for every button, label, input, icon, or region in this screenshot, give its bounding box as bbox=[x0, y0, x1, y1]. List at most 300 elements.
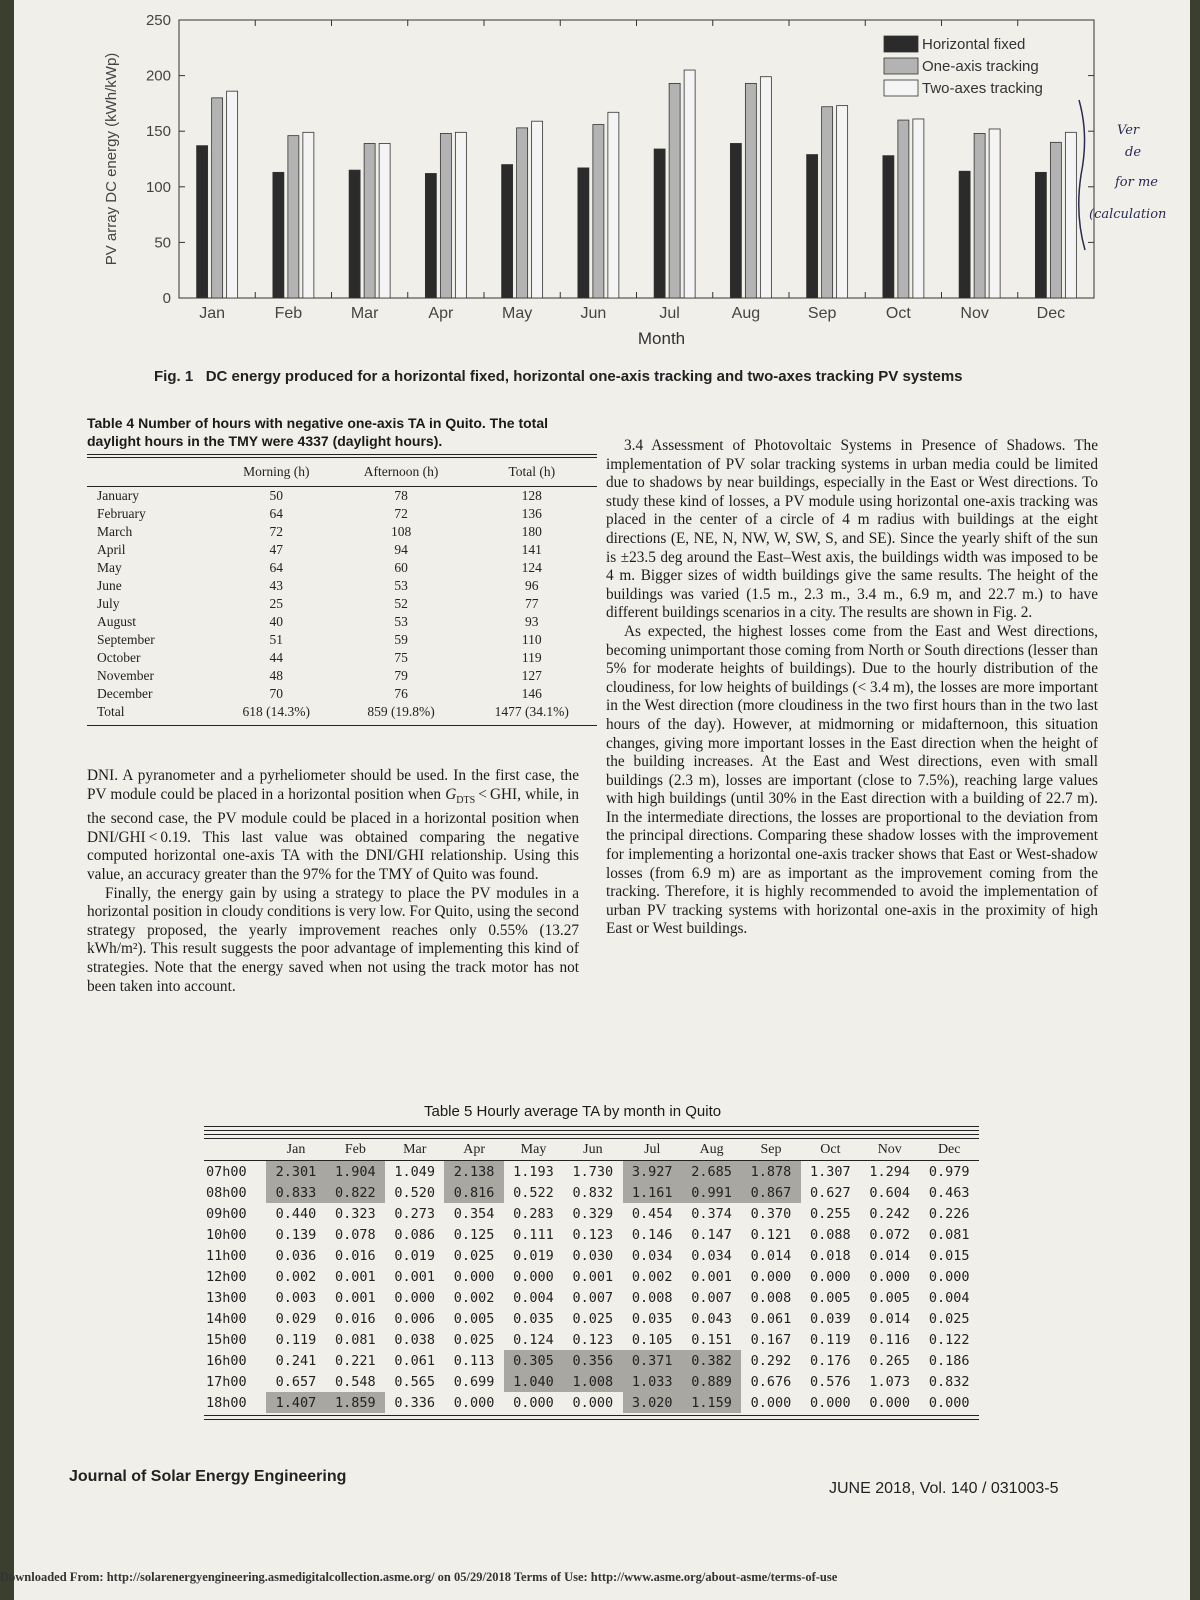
row-label: November bbox=[97, 668, 154, 683]
x-tick-label: Feb bbox=[274, 305, 303, 322]
bar-horizontal-fixed bbox=[349, 170, 360, 298]
x-tick-label: Apr bbox=[428, 305, 454, 322]
row-label: 13h00 bbox=[206, 1289, 247, 1306]
table-cell: 0.329 bbox=[572, 1205, 614, 1222]
row-label: 07h00 bbox=[206, 1163, 247, 1180]
bar-horizontal-fixed bbox=[807, 155, 818, 298]
table-cell: 0.086 bbox=[394, 1226, 436, 1243]
row-label: 12h00 bbox=[206, 1268, 247, 1285]
x-tick-label: Oct bbox=[885, 305, 911, 322]
row-label: January bbox=[97, 488, 139, 503]
bar-horizontal-fixed bbox=[273, 172, 284, 298]
table-cell: 0.035 bbox=[631, 1310, 673, 1327]
paragraph: DNI. A pyranometer and a pyrheliometer should be used. In the first case, the PV module could be placed in a horizontal position when $G_{DTS}$ < GHI, while, in the second case, the PV module could be placed in a horizontal position when DNI/GHI < 0.19. This last value was obtained comparing the negative computed horizontal one-axis TA with the DNI/GHI relationship. Using this value, an accuracy greater than the 97% for the TMY of Quito was found. bbox=[87, 767, 579, 884]
row-label: May bbox=[97, 560, 122, 575]
table-cell: 1.407 bbox=[266, 1392, 325, 1413]
x-tick-label: Dec bbox=[1036, 305, 1066, 322]
column-header: Feb bbox=[344, 1142, 366, 1157]
table-cell: 0.000 bbox=[810, 1394, 851, 1411]
table-cell: 1.904 bbox=[326, 1161, 385, 1183]
table-cell: 0.061 bbox=[394, 1352, 436, 1369]
y-tick-label: 0 bbox=[162, 290, 171, 307]
table-cell: 128 bbox=[521, 488, 542, 503]
table-cell: 0.002 bbox=[275, 1268, 317, 1285]
table-cell: 0.081 bbox=[928, 1226, 970, 1243]
bar-horizontal-fixed bbox=[502, 165, 513, 298]
bar-two-axes-tracking bbox=[455, 132, 466, 298]
table-cell: 2.138 bbox=[444, 1161, 503, 1183]
bar-one-axis-tracking bbox=[1050, 142, 1061, 298]
table-cell: 0.176 bbox=[810, 1352, 851, 1369]
table-cell: 180 bbox=[521, 524, 542, 539]
bar-two-axes-tracking bbox=[532, 121, 543, 298]
table-cell: 0.356 bbox=[563, 1350, 622, 1371]
table-row bbox=[204, 1287, 979, 1308]
table-cell: 0.008 bbox=[631, 1289, 673, 1306]
journal-name: Journal of Solar Energy Engineering bbox=[69, 1468, 347, 1485]
table-cell: 53 bbox=[394, 578, 408, 593]
legend-swatch bbox=[884, 36, 918, 52]
bar-horizontal-fixed bbox=[883, 156, 894, 298]
table-row bbox=[87, 649, 597, 667]
table-row bbox=[204, 1203, 979, 1224]
row-label: 17h00 bbox=[206, 1373, 247, 1390]
table-cell: 79 bbox=[394, 668, 408, 683]
table-row bbox=[204, 1161, 979, 1183]
x-tick-label: Sep bbox=[807, 305, 837, 322]
table-row bbox=[204, 1182, 979, 1203]
column-header: May bbox=[520, 1142, 547, 1157]
table-row bbox=[87, 505, 597, 523]
column-header: Jul bbox=[644, 1142, 661, 1157]
table-cell: 1.159 bbox=[682, 1392, 741, 1413]
row-label: June bbox=[97, 578, 122, 593]
table-cell: 60 bbox=[394, 560, 408, 575]
table-cell: 2.685 bbox=[682, 1161, 741, 1183]
journal-page bbox=[14, 0, 1190, 1600]
column-header: Afternoon (h) bbox=[363, 464, 439, 479]
bar-one-axis-tracking bbox=[288, 136, 299, 298]
table-cell: 0.000 bbox=[513, 1268, 554, 1285]
download-notice: Downloaded From: http://solarenergyengineering.asmedigitalcollection.asme.org/ on 05/29/2018 Terms of Use: http://www.asme.org/about-asme/terms-of-use bbox=[0, 1570, 838, 1584]
table-cell: 0.226 bbox=[928, 1205, 970, 1222]
legend-entry: Horizontal fixed bbox=[922, 36, 1026, 53]
annotation-brace bbox=[1073, 95, 1093, 255]
table-cell: 52 bbox=[394, 596, 408, 611]
table-cell: 0.699 bbox=[453, 1373, 495, 1390]
figure-caption bbox=[154, 368, 963, 385]
table-cell: 0.889 bbox=[682, 1371, 741, 1392]
table-cell: 119 bbox=[521, 650, 542, 665]
table-cell: 47 bbox=[269, 542, 284, 557]
column-header: Apr bbox=[463, 1142, 486, 1157]
table-cell: 0.000 bbox=[750, 1268, 792, 1285]
table-cell: 0.004 bbox=[928, 1289, 970, 1306]
table-cell: 0.043 bbox=[691, 1310, 732, 1327]
table-rule bbox=[87, 725, 597, 726]
table-row bbox=[204, 1392, 979, 1413]
table-cell: 0.025 bbox=[453, 1331, 495, 1348]
table-cell: 0.002 bbox=[453, 1289, 495, 1306]
bar-two-axes-tracking bbox=[989, 129, 1000, 298]
table-cell: 43 bbox=[269, 578, 284, 593]
section-3-4-paragraph bbox=[606, 437, 1098, 623]
bar-two-axes-tracking bbox=[303, 132, 314, 298]
bar-one-axis-tracking bbox=[822, 107, 833, 298]
table-cell: 0.283 bbox=[513, 1205, 554, 1222]
table-cell: 0.991 bbox=[682, 1182, 741, 1203]
table-cell: 0.121 bbox=[750, 1226, 792, 1243]
table-cell: 0.548 bbox=[335, 1373, 376, 1390]
table-row bbox=[204, 1329, 979, 1350]
table-cell: 94 bbox=[394, 542, 408, 557]
table-row bbox=[87, 559, 597, 577]
x-tick-label: Jul bbox=[659, 305, 680, 322]
table-cell: 0.081 bbox=[335, 1331, 376, 1348]
table-cell: 0.061 bbox=[750, 1310, 792, 1327]
bar-two-axes-tracking bbox=[379, 143, 390, 298]
table-row bbox=[87, 667, 597, 685]
table-rule bbox=[204, 1126, 979, 1131]
table-cell: 0.123 bbox=[572, 1226, 614, 1243]
table-cell: 0.273 bbox=[394, 1205, 436, 1222]
column-header bbox=[87, 458, 217, 487]
table-cell: 0.019 bbox=[513, 1247, 554, 1264]
table-cell: 0.122 bbox=[928, 1331, 970, 1348]
table-cell: 0.000 bbox=[750, 1394, 792, 1411]
table-row bbox=[204, 1245, 979, 1266]
table-cell: 0.832 bbox=[928, 1373, 970, 1390]
table-cell: 0.867 bbox=[741, 1182, 800, 1203]
bar-horizontal-fixed bbox=[1035, 172, 1046, 298]
x-axis-label: Month bbox=[637, 329, 686, 348]
annotation-line: de bbox=[1125, 145, 1142, 160]
annotation-line: for me bbox=[1115, 175, 1159, 190]
table-header-row bbox=[204, 1139, 979, 1161]
table-cell: 0.124 bbox=[513, 1331, 554, 1348]
table-cell: 0.006 bbox=[394, 1310, 436, 1327]
table-cell: 0.002 bbox=[631, 1268, 673, 1285]
table-cell: 0.146 bbox=[631, 1226, 673, 1243]
table-cell: 0.520 bbox=[394, 1184, 436, 1201]
table-4-caption: Table 4 Number of hours with negative one-axis TA in Quito. The total daylight hours in the TMY were 4337 (daylight hours). bbox=[87, 415, 549, 449]
table-cell: 0.565 bbox=[394, 1373, 436, 1390]
table-cell: 0.119 bbox=[275, 1331, 317, 1348]
y-tick-label: 50 bbox=[154, 234, 171, 252]
legend-swatch bbox=[884, 80, 918, 96]
table-cell: 0.119 bbox=[810, 1331, 851, 1348]
table-cell: 0.113 bbox=[453, 1352, 495, 1369]
table-cell: 72 bbox=[394, 506, 408, 521]
table-cell: 0.025 bbox=[572, 1310, 614, 1327]
table-cell: 0.000 bbox=[572, 1394, 614, 1411]
bar-horizontal-fixed bbox=[578, 168, 589, 298]
table-cell: 0.305 bbox=[504, 1350, 563, 1371]
table-cell: 0.105 bbox=[631, 1331, 673, 1348]
table-cell: 124 bbox=[521, 560, 542, 575]
left-column-text bbox=[87, 767, 579, 996]
table-cell: 0.522 bbox=[513, 1184, 554, 1201]
handwritten-annotation bbox=[1089, 95, 1190, 255]
table-cell: 0.025 bbox=[928, 1310, 970, 1327]
table-row bbox=[87, 631, 597, 649]
row-label: 08h00 bbox=[206, 1184, 247, 1201]
bar-two-axes-tracking bbox=[684, 70, 695, 298]
table-cell: 0.034 bbox=[631, 1247, 673, 1264]
table-cell: 0.001 bbox=[572, 1268, 614, 1285]
bar-two-axes-tracking bbox=[913, 119, 924, 298]
row-label: 14h00 bbox=[206, 1310, 247, 1327]
bar-two-axes-tracking bbox=[227, 91, 238, 298]
table-cell: 1.008 bbox=[563, 1371, 622, 1392]
y-axis-label: PV array DC energy (kWh/kWp) bbox=[103, 52, 120, 266]
bar-one-axis-tracking bbox=[364, 143, 375, 298]
bar-one-axis-tracking bbox=[745, 83, 756, 298]
table-cell: 0.038 bbox=[394, 1331, 436, 1348]
row-label: October bbox=[97, 650, 141, 665]
table-cell: 0.123 bbox=[572, 1331, 614, 1348]
table-cell: 0.463 bbox=[928, 1184, 970, 1201]
table-cell: 0.323 bbox=[335, 1205, 376, 1222]
table-cell: 0.676 bbox=[750, 1373, 792, 1390]
bar-two-axes-tracking bbox=[760, 77, 771, 298]
table-cell: 110 bbox=[521, 632, 542, 647]
table-cell: 136 bbox=[521, 506, 542, 521]
table-cell: 0.292 bbox=[750, 1352, 792, 1369]
table-row bbox=[204, 1371, 979, 1392]
bar-one-axis-tracking bbox=[440, 133, 451, 298]
table-cell: 64 bbox=[269, 560, 284, 575]
x-tick-label: Aug bbox=[731, 305, 761, 322]
y-tick-label: 100 bbox=[145, 178, 171, 196]
figure-caption-text: DC energy produced for a horizontal fixed, horizontal one-axis tracking and two-axes tracking PV systems bbox=[205, 368, 963, 385]
table-cell: 0.029 bbox=[275, 1310, 317, 1327]
table-cell: 72 bbox=[269, 524, 284, 539]
table-cell: 0.088 bbox=[810, 1226, 851, 1243]
table-cell: 859 (19.8%) bbox=[367, 704, 435, 719]
table-cell: 0.030 bbox=[572, 1247, 614, 1264]
table-cell: 0.440 bbox=[275, 1205, 317, 1222]
table-cell: 53 bbox=[394, 614, 408, 629]
column-header: Nov bbox=[877, 1142, 902, 1157]
bar-horizontal-fixed bbox=[425, 173, 436, 298]
table-cell: 108 bbox=[390, 524, 412, 539]
column-header: Total (h) bbox=[508, 464, 556, 479]
table-row bbox=[204, 1350, 979, 1371]
table-cell: 0.078 bbox=[335, 1226, 376, 1243]
table-cell: 0.000 bbox=[928, 1394, 970, 1411]
table-cell: 1.161 bbox=[623, 1182, 682, 1203]
row-label: 15h00 bbox=[206, 1331, 247, 1348]
row-label: 11h00 bbox=[206, 1247, 247, 1264]
annotation-line: (calculation bbox=[1089, 207, 1167, 222]
row-label: 16h00 bbox=[206, 1352, 247, 1369]
table-cell: 1477 (34.1%) bbox=[494, 704, 569, 719]
table-cell: 1.193 bbox=[513, 1163, 554, 1180]
table-cell: 0.016 bbox=[335, 1310, 376, 1327]
table-cell: 1.049 bbox=[394, 1163, 436, 1180]
table-cell: 0.604 bbox=[869, 1184, 911, 1201]
table-cell: 1.878 bbox=[741, 1161, 800, 1183]
table-cell: 78 bbox=[394, 488, 408, 503]
table-row bbox=[87, 595, 597, 613]
table-cell: 618 (14.3%) bbox=[242, 704, 311, 719]
table-row bbox=[87, 703, 597, 721]
column-header: Jun bbox=[583, 1142, 603, 1157]
bar-horizontal-fixed bbox=[197, 146, 208, 298]
table-row bbox=[87, 577, 597, 595]
bar-one-axis-tracking bbox=[669, 83, 680, 298]
bar-horizontal-fixed bbox=[654, 149, 665, 298]
table-cell: 0.072 bbox=[869, 1226, 911, 1243]
column-header: Aug bbox=[699, 1142, 724, 1157]
table-cell: 0.832 bbox=[572, 1184, 614, 1201]
table-cell: 0.371 bbox=[623, 1350, 682, 1371]
table-cell: 1.859 bbox=[326, 1392, 385, 1413]
table-cell: 0.382 bbox=[682, 1350, 741, 1371]
table-row bbox=[87, 487, 597, 506]
column-header bbox=[204, 1139, 266, 1161]
bar-chart bbox=[94, 8, 1114, 353]
table-5 bbox=[204, 1126, 979, 1420]
table-cell: 0.003 bbox=[275, 1289, 317, 1306]
table-cell: 0.125 bbox=[453, 1226, 495, 1243]
table-cell: 0.265 bbox=[869, 1352, 911, 1369]
row-label: September bbox=[97, 632, 155, 647]
table-cell: 3.927 bbox=[623, 1161, 682, 1183]
table-cell: 0.004 bbox=[513, 1289, 554, 1306]
table-cell: 146 bbox=[521, 686, 542, 701]
column-header: Oct bbox=[820, 1142, 841, 1157]
table-cell: 76 bbox=[394, 686, 408, 701]
row-label: February bbox=[97, 506, 146, 521]
column-header: Dec bbox=[937, 1142, 961, 1157]
table-cell: 0.018 bbox=[810, 1247, 851, 1264]
issue-info: JUNE 2018, Vol. 140 / 031003-5 bbox=[829, 1480, 1059, 1497]
table-cell: 70 bbox=[269, 686, 284, 701]
row-label: July bbox=[97, 596, 120, 611]
table-cell: 0.005 bbox=[810, 1289, 851, 1306]
column-header: Jan bbox=[286, 1142, 306, 1157]
row-label: December bbox=[97, 686, 153, 701]
table-cell: 51 bbox=[269, 632, 284, 647]
table-cell: 0.000 bbox=[869, 1268, 911, 1285]
table-cell: 1.073 bbox=[869, 1373, 911, 1390]
table-cell: 0.167 bbox=[750, 1331, 792, 1348]
bar-two-axes-tracking bbox=[608, 112, 619, 298]
table-row bbox=[87, 613, 597, 631]
table-cell: 0.979 bbox=[928, 1163, 970, 1180]
figure-1-chart bbox=[94, 8, 1114, 353]
table-cell: 96 bbox=[525, 578, 539, 593]
table-cell: 0.221 bbox=[335, 1352, 376, 1369]
table-cell: 0.016 bbox=[335, 1247, 376, 1264]
table-cell: 25 bbox=[269, 596, 284, 611]
table-cell: 0.001 bbox=[335, 1289, 376, 1306]
table-cell: 0.822 bbox=[326, 1182, 385, 1203]
bar-one-axis-tracking bbox=[517, 128, 528, 298]
table-cell: 93 bbox=[525, 614, 539, 629]
row-label: 10h00 bbox=[206, 1226, 247, 1243]
legend-swatch bbox=[884, 58, 918, 74]
row-label: April bbox=[97, 542, 126, 557]
legend-entry: Two-axes tracking bbox=[922, 80, 1043, 97]
table-cell: 0.008 bbox=[750, 1289, 792, 1306]
figure-label: Fig. 1 bbox=[154, 368, 194, 385]
table-cell: 0.000 bbox=[453, 1394, 495, 1411]
column-header: Sep bbox=[760, 1142, 782, 1157]
paragraph: Finally, the energy gain by using a strategy to place the PV modules in a horizontal position in cloudy conditions is very low. For Quito, using the second strategy proposed, the yearly improvement reaches only 0.55% (13.27 kWh/m²). This result suggests the poor advantage of implementing this kind of strategies. Note that the energy saved when not using the track motor has not been taken into account. bbox=[87, 884, 579, 995]
table-cell: 0.147 bbox=[691, 1226, 732, 1243]
table-cell: 3.020 bbox=[623, 1392, 682, 1413]
table-cell: 0.354 bbox=[453, 1205, 495, 1222]
row-label: 09h00 bbox=[206, 1205, 247, 1222]
table-cell: 0.034 bbox=[691, 1247, 732, 1264]
table-cell: 1.307 bbox=[810, 1163, 851, 1180]
table-cell: 0.014 bbox=[750, 1247, 792, 1264]
table-rule bbox=[204, 1415, 979, 1420]
y-tick-label: 150 bbox=[145, 123, 171, 141]
table-cell: 0.186 bbox=[928, 1352, 970, 1369]
table-cell: 127 bbox=[521, 668, 542, 683]
bar-horizontal-fixed bbox=[959, 171, 970, 298]
table-cell: 50 bbox=[269, 488, 284, 503]
table-cell: 0.014 bbox=[869, 1247, 911, 1264]
table-row bbox=[204, 1308, 979, 1329]
annotation-line: Ver bbox=[1117, 123, 1140, 138]
right-column-text bbox=[606, 437, 1098, 939]
x-tick-label: Nov bbox=[960, 305, 989, 322]
table-cell: 0.242 bbox=[869, 1205, 911, 1222]
table-cell: 0.005 bbox=[869, 1289, 911, 1306]
table-row bbox=[87, 541, 597, 559]
row-label: Total bbox=[97, 704, 125, 719]
table-row bbox=[204, 1224, 979, 1245]
table-cell: 0.336 bbox=[394, 1394, 436, 1411]
table-cell: 0.005 bbox=[453, 1310, 495, 1327]
table-cell: 1.033 bbox=[623, 1371, 682, 1392]
table-cell: 0.139 bbox=[275, 1226, 317, 1243]
table-header-row bbox=[87, 458, 597, 487]
y-tick-label: 250 bbox=[145, 12, 171, 29]
table-row bbox=[204, 1266, 979, 1287]
table-row bbox=[87, 523, 597, 541]
table-cell: 0.374 bbox=[691, 1205, 732, 1222]
table-cell: 2.301 bbox=[266, 1161, 325, 1183]
table-cell: 0.151 bbox=[691, 1331, 732, 1348]
table-cell: 0.627 bbox=[810, 1184, 851, 1201]
bar-two-axes-tracking bbox=[837, 106, 848, 298]
table-cell: 0.833 bbox=[266, 1182, 325, 1203]
table-cell: 0.001 bbox=[691, 1268, 732, 1285]
table-cell: 0.816 bbox=[444, 1182, 503, 1203]
table-cell: 0.001 bbox=[394, 1268, 436, 1285]
table-cell: 141 bbox=[521, 542, 542, 557]
paragraph-text: 3.4 Assessment of Photovoltaic Systems in Presence of Shadows. The implementation of PV solar tracking systems in urban media could be limited due to shadows by near buildings, especially in the East or West directions. To study these kind of losses, a PV module using horizontal one-axis tracking was placed in the center of a circle of 4 m radius with buildings at the eight directions (E, NE, N, NW, W, SW, S, and SE). Since the yearly shift of the sun is ±23.5 deg around the East–West axis, the buildings width was imposed to be 4 m. Bigger sizes of width buildings give the same results. The height of the buildings was varied (1.5 m., 2.3 m., 3.4 m., 6.9 m, and 22.7 m.) to have different buildings scenarios in a city. The results are shown in Fig. 2. bbox=[606, 437, 1098, 622]
table-cell: 0.576 bbox=[810, 1373, 851, 1390]
table-row bbox=[87, 685, 597, 703]
column-header: Morning (h) bbox=[243, 464, 310, 479]
table-cell: 0.007 bbox=[691, 1289, 732, 1306]
table-cell: 0.000 bbox=[810, 1268, 851, 1285]
table-cell: 1.294 bbox=[869, 1163, 911, 1180]
table-cell: 0.000 bbox=[928, 1268, 970, 1285]
table-cell: 1.730 bbox=[572, 1163, 614, 1180]
y-tick-label: 200 bbox=[145, 67, 171, 85]
table-cell: 44 bbox=[269, 650, 284, 665]
table-cell: 0.000 bbox=[453, 1268, 495, 1285]
table-cell: 0.111 bbox=[513, 1226, 554, 1243]
